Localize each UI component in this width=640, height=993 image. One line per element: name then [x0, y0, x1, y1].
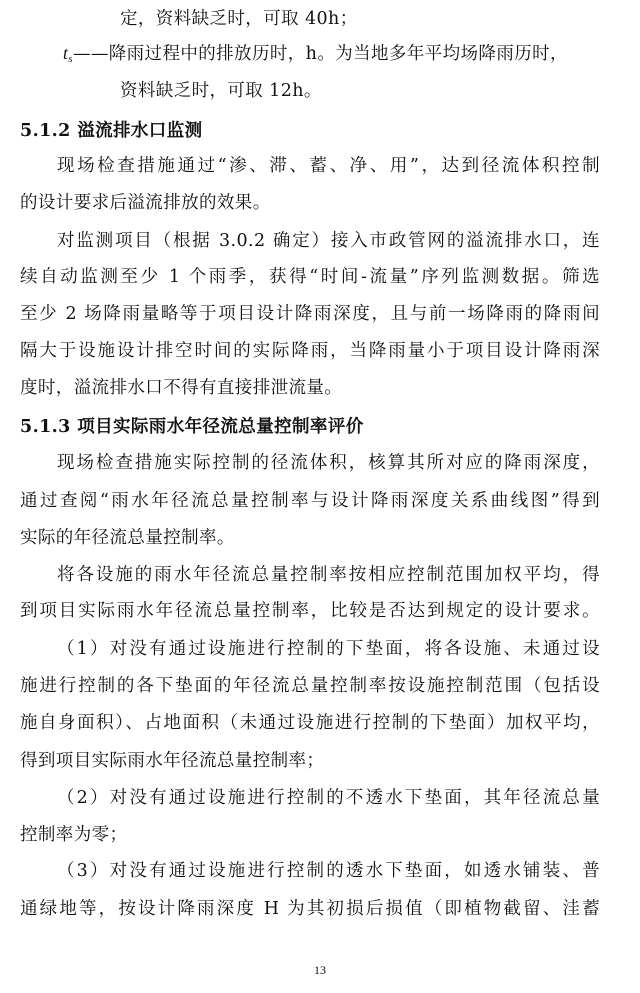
paragraph-line: 现场检查措施通过“渗、滞、蓄、净、用”，达到径流体积控制 [57, 156, 600, 176]
section-heading: 5.1.2 溢流排水口监测 [20, 121, 203, 141]
text-line: 资料缺乏时，可取 12h。 [120, 81, 322, 101]
paragraph-line: 将各设施的雨水年径流总量控制率按相应控制范围加权平均，得 [57, 565, 600, 585]
paragraph-line: 到项目实际雨水年径流总量控制率，比较是否达到规定的设计要求。 [20, 601, 600, 621]
list-item-line: （3）对没有通过设施进行控制的透水下垫面，如透水铺装、普 [57, 861, 600, 881]
section-heading: 5.1.3 项目实际雨水年径流总量控制率评价 [20, 417, 364, 437]
paragraph-line: 隔大于设施设计排空时间的实际降雨，当降雨量小于项目设计降雨深 [20, 341, 600, 361]
paragraph-line: 度时，溢流排水口不得有直接排泄流量。 [20, 378, 343, 398]
list-item-line: 控制率为零； [20, 825, 128, 845]
paragraph-line: 续自动监测至少 1 个雨季，获得“时间-流量”序列监测数据。筛选 [20, 267, 600, 287]
definition-line [63, 42, 568, 70]
list-item-line: 施自身面积）、占地面积（未通过设施进行控制的下垫面）加权平均， [20, 713, 600, 733]
paragraph-line: 通过查阅“雨水年径流总量控制率与设计降雨深度关系曲线图”得到 [20, 491, 600, 511]
list-item-line: 施进行控制的各下垫面的年径流总量控制率按设施控制范围（包括设 [20, 676, 600, 696]
list-item-line: （2）对没有通过设施进行控制的不透水下垫面，其年径流总量 [57, 788, 600, 808]
list-item-line: 通绿地等，按设计降雨深度 H 为其初损后损值（即植物截留、洼蓄 [20, 899, 600, 919]
paragraph-line: 实际的年径流总量控制率。 [20, 528, 235, 548]
paragraph-line: 现场检查措施实际控制的径流体积，核算其所对应的降雨深度， [57, 453, 600, 473]
page-number: 13 [314, 963, 326, 977]
text-line: 定，资料缺乏时，可取 40h； [120, 9, 358, 29]
paragraph-line: 的设计要求后溢流排放的效果。 [20, 193, 271, 213]
paragraph-line: 至少 2 场降雨量略等于项目设计降雨深度，且与前一场降雨的降雨间 [20, 304, 600, 324]
list-item-line: 得到项目实际雨水年径流总量控制率； [20, 751, 325, 771]
variable-symbol: $t_s$ [63, 43, 73, 65]
paragraph-line: 对监测项目（根据 3.0.2 确定）接入市政管网的溢流排水口，连 [57, 231, 600, 251]
definition-text: ——降雨过程中的排放历时，h。为当地多年平均场降雨历时， [72, 44, 568, 64]
list-item-line: （1）对没有通过设施进行控制的下垫面，将各设施、未通过设 [57, 639, 600, 659]
